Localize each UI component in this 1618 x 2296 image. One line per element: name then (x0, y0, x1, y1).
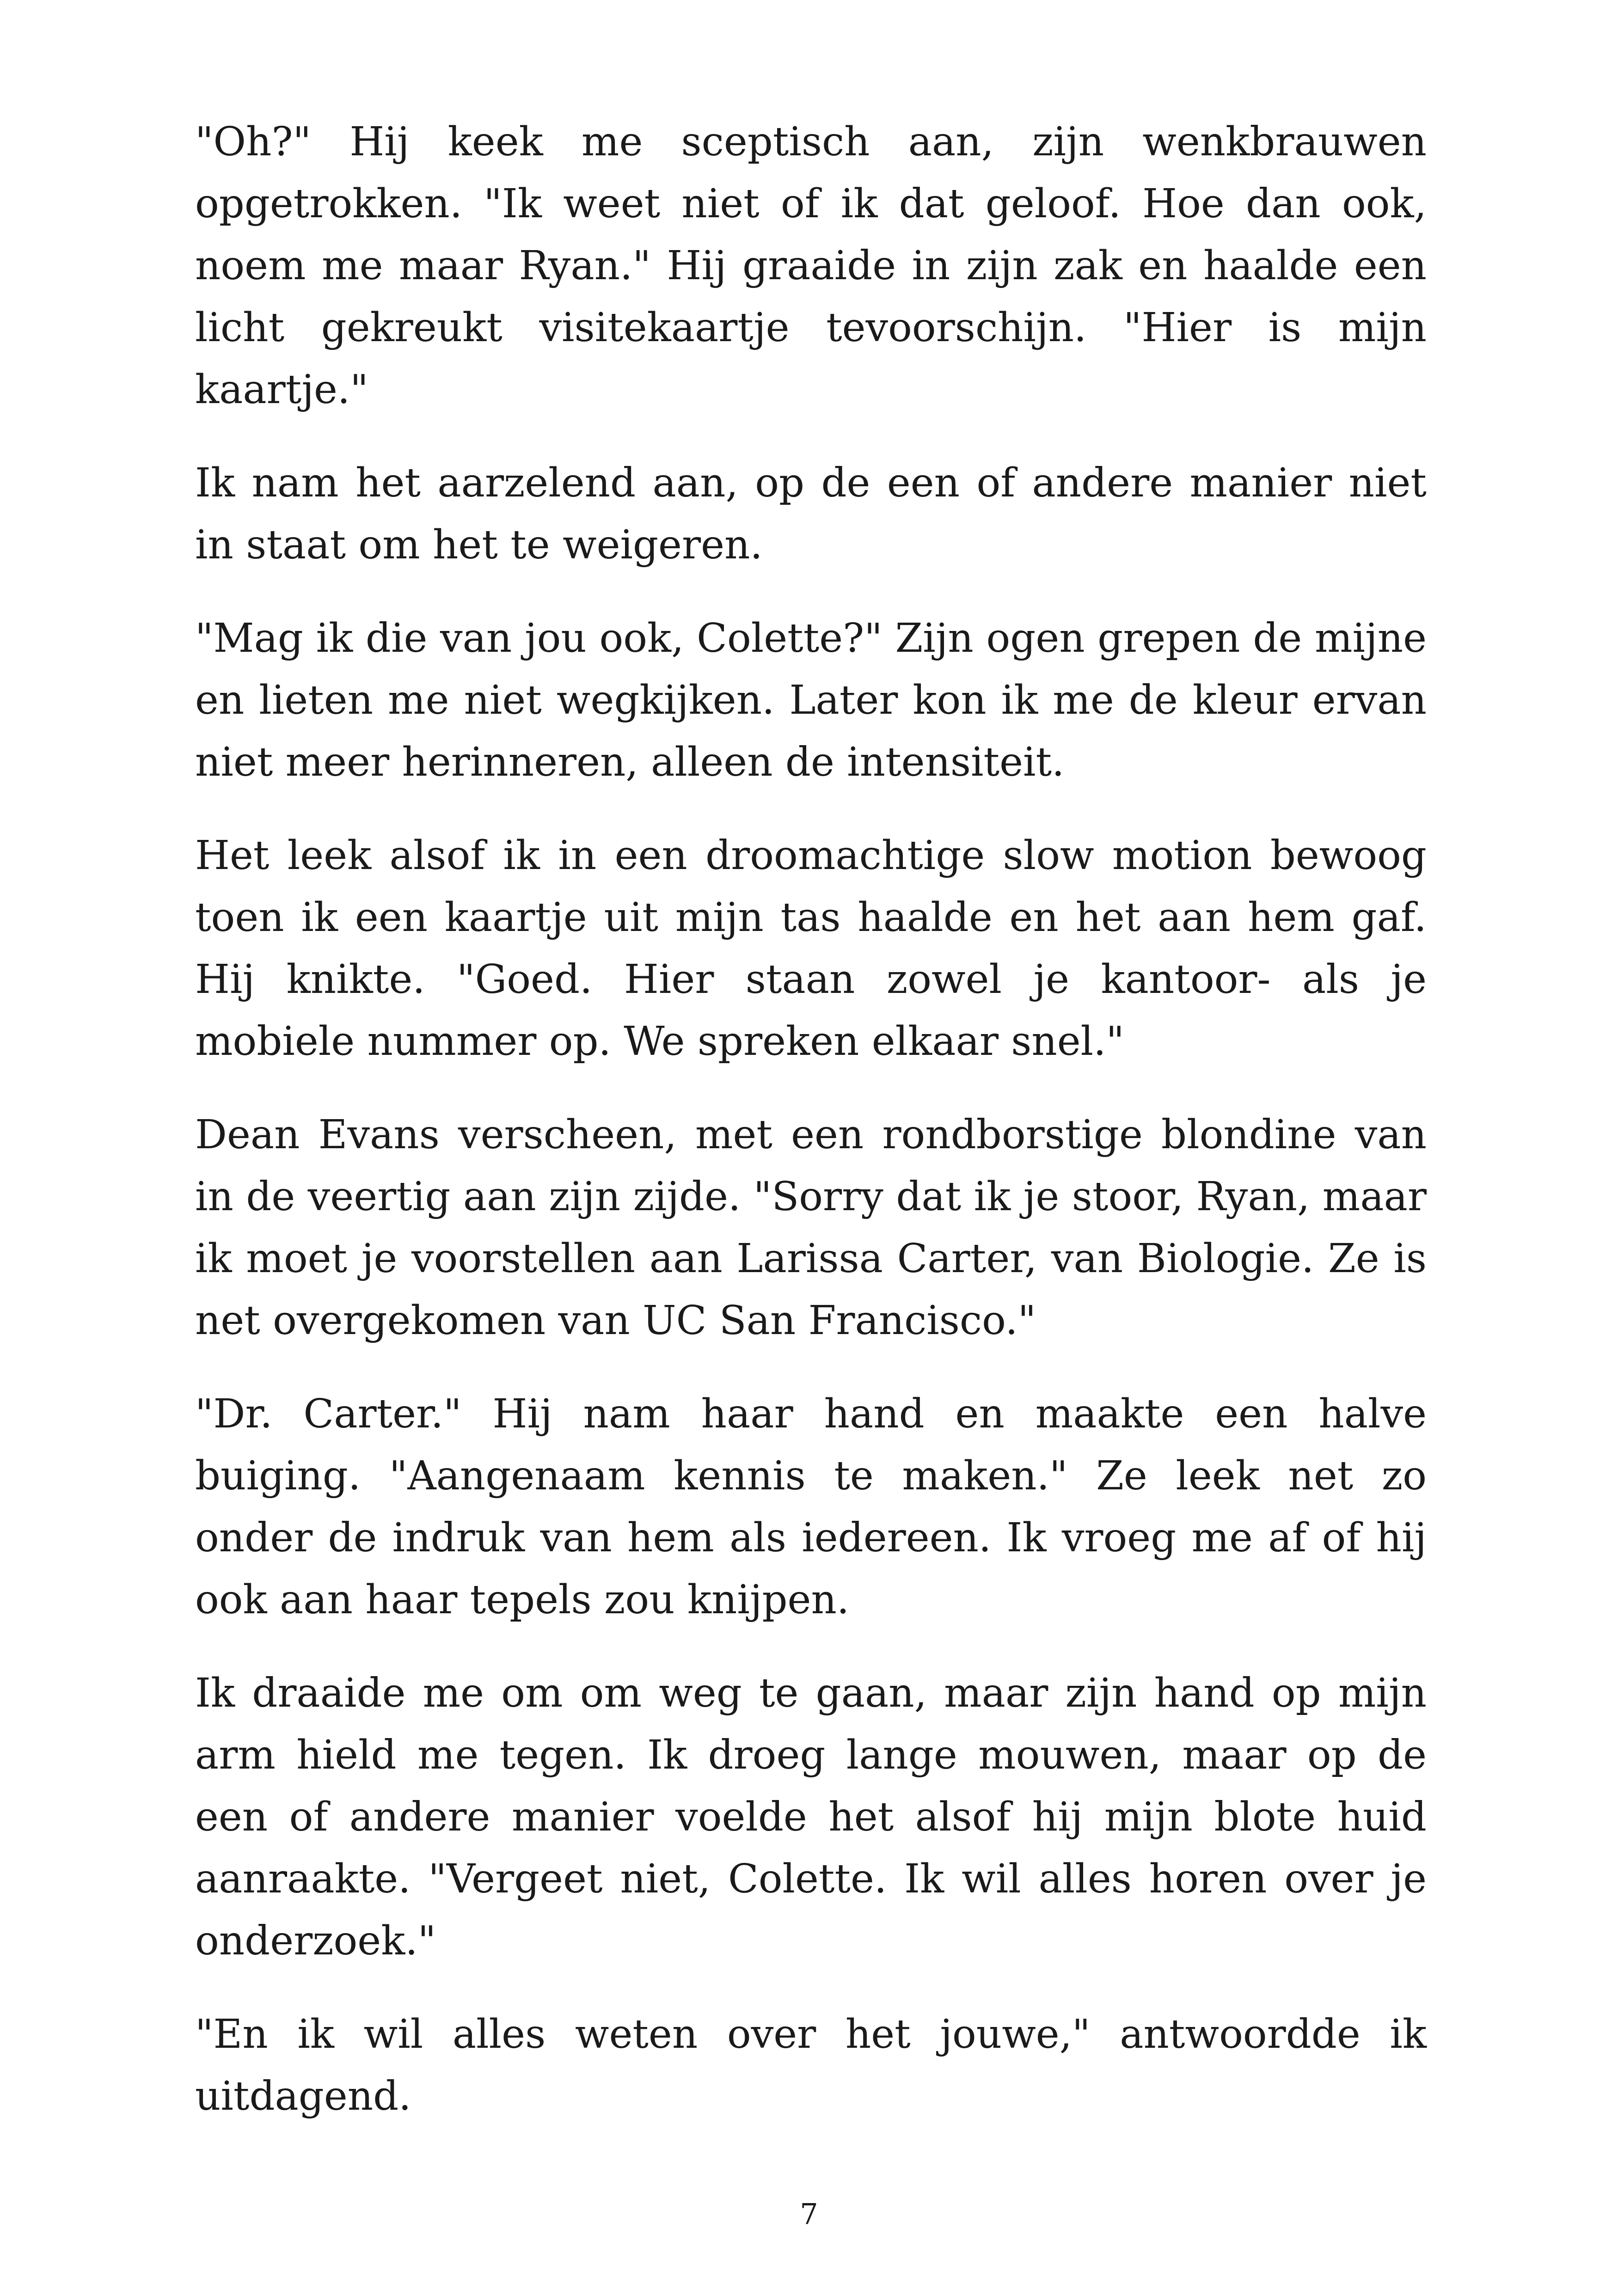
paragraph: "Dr. Carter." Hij nam haar hand en maakte een halve buiging. "Aangenaam kennis te maken." Ze leek net zo onder de indruk van hem als iedereen. Ik vroeg me af of hij ook aan haar tepels zou knijpen. (195, 1391, 1427, 1623)
paragraph: "En ik wil alles weten over het jouwe," antwoordde ik uitdagend. (195, 2011, 1427, 2119)
paragraph: "Mag ik die van jou ook, Colette?" Zijn ogen grepen de mijne en lieten me niet wegkijken. Later kon ik me de kleur ervan niet meer herinneren, alleen de intensiteit. (195, 615, 1427, 785)
page-number: 7 (800, 2197, 818, 2231)
paragraph: Ik draaide me om om weg te gaan, maar zijn hand op mijn arm hield me tegen. Ik droeg lange mouwen, maar op de een of andere manier voelde het alsof hij mijn blote huid aanraakte. "Vergeet niet, Colette. Ik wil alles horen over je onderzoek." (195, 1670, 1427, 1964)
paragraph: Dean Evans verscheen, met een rondborstige blondine van in de veertig aan zijn zijde. "Sorry dat ik je stoor, Ryan, maar ik moet je voorstellen aan Larissa Carter, van Biologie. Ze is net overgekomen van UC San Francisco." (195, 1112, 1427, 1344)
paragraph: Het leek alsof ik in een droomachtige slow motion bewoog toen ik een kaartje uit mijn tas haalde en het aan hem gaf. Hij knikte. "Goed. Hier staan zowel je kantoor- als je mobiele nummer op. We spreken elkaar snel." (195, 833, 1427, 1065)
body-text (195, 111, 1427, 2159)
paragraph: Ik nam het aarzelend aan, op de een of andere manier niet in staat om het te weigeren. (195, 460, 1427, 568)
paragraph: "Oh?" Hij keek me sceptisch aan, zijn wenkbrauwen opgetrokken. "Ik weet niet of ik dat geloof. Hoe dan ook, noem me maar Ryan." Hij graaide in zijn zak en haalde een licht gekreukt visitekaartje tevoorschijn. "Hier is mijn kaartje." (195, 119, 1427, 413)
